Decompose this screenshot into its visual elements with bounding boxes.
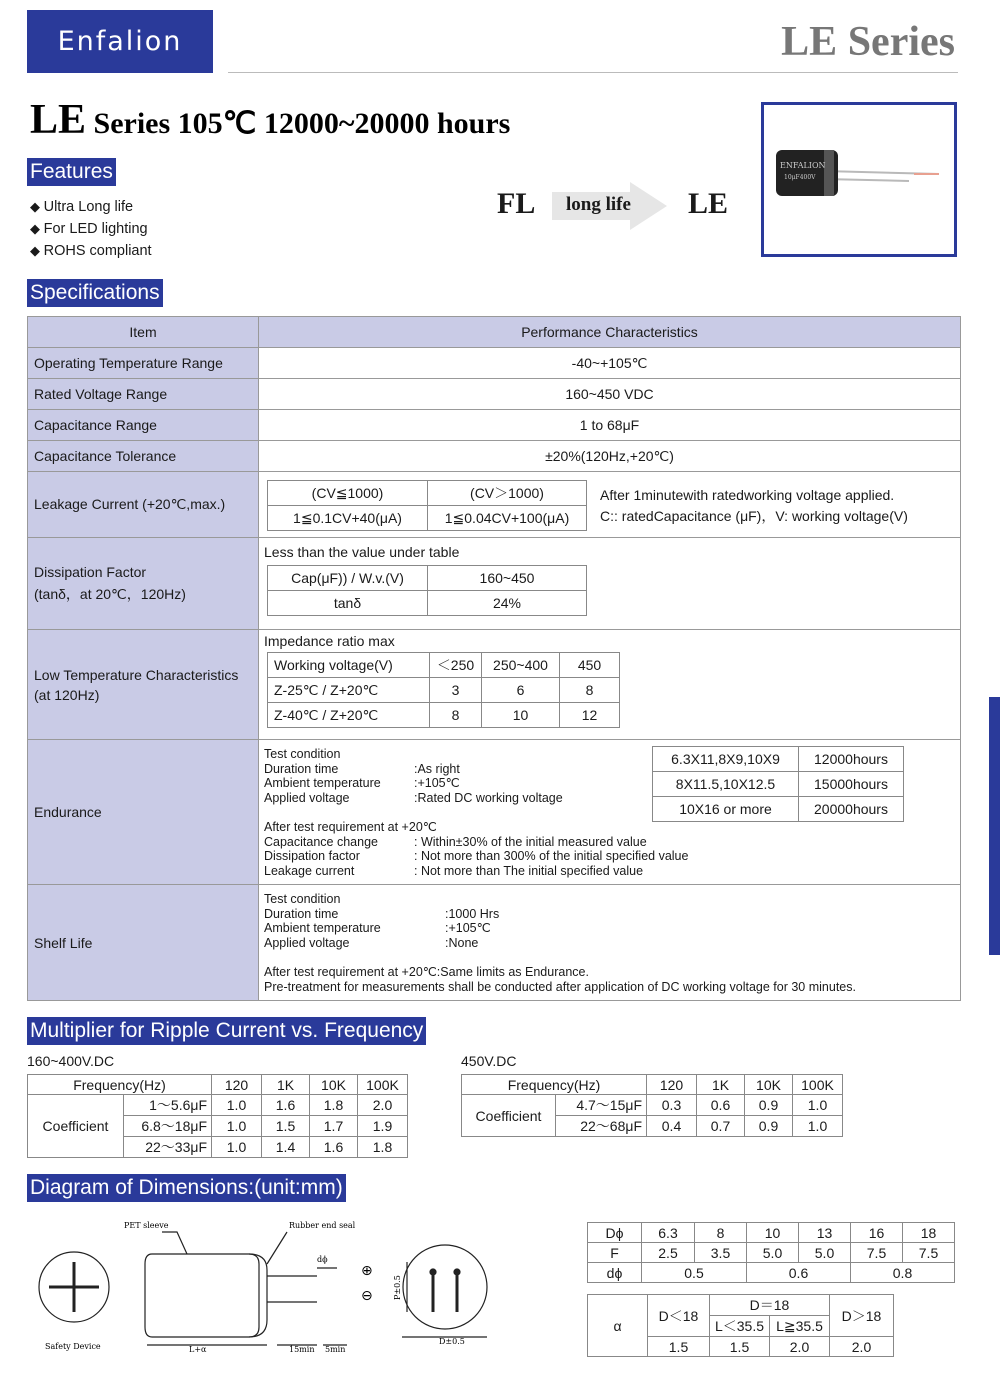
row-label [28, 538, 259, 630]
shelf-pre: Pre-treatment for measurements shall be conducted after application of DC working voltage for 30 minutes. [264, 979, 856, 994]
rip-val: 1.8 [358, 1137, 408, 1158]
shelf-l2: Ambient temperature [264, 921, 381, 936]
end-v3: :Rated DC working voltage [414, 791, 563, 806]
rip-col: 100K [358, 1075, 408, 1095]
df-r2: 24% [428, 591, 587, 616]
df-h2: 160~450 [428, 566, 587, 591]
lt-cell: Z-40℃ / Z+20℃ [268, 703, 430, 728]
leakage-cell [259, 472, 961, 538]
shelf-after: After test requirement at +20℃:Same limits as Endurance. [264, 964, 589, 979]
row-label: Leakage Current (+20℃,max.) [28, 472, 259, 538]
rip-col: 1K [697, 1075, 745, 1095]
lt-cell: 12 [560, 703, 620, 728]
dim-c: 6.3 [642, 1223, 695, 1243]
dim-c: 0.8 [851, 1263, 955, 1283]
col-item: Item [28, 317, 259, 348]
dim-c: 13 [799, 1223, 851, 1243]
end-after: After test requirement at +20℃ [264, 819, 437, 834]
features-list [30, 196, 152, 262]
upgrade-label: long life [566, 194, 631, 215]
rip-cap: 22～33μF [124, 1137, 212, 1158]
end-l4: Capacitance change [264, 834, 378, 849]
label-safety: Safety Device [45, 1342, 101, 1351]
lt-intro: Impedance ratio max [264, 633, 395, 649]
rip-val: 0.9 [745, 1116, 793, 1137]
dimension-table-2 [587, 1294, 894, 1357]
lt-cell: Z-25℃ / Z+20℃ [268, 678, 430, 703]
end-hours: 20000hours [799, 797, 904, 822]
label-15min: 15min [289, 1345, 315, 1354]
row-label: Shelf Life [28, 885, 259, 1001]
page-title [30, 96, 510, 144]
alpha-label: α [588, 1295, 648, 1357]
rip-coef: Coefficient [462, 1095, 556, 1137]
end-v1: :As right [414, 761, 460, 776]
dim-c: 18 [903, 1223, 955, 1243]
alpha-v: 1.5 [648, 1337, 710, 1357]
rip-val: 1.4 [262, 1137, 310, 1158]
rip-col: 1K [262, 1075, 310, 1095]
upgrade-to: LE [688, 187, 729, 220]
dim-c: 5.0 [747, 1243, 799, 1263]
shelf-tc: Test condition [264, 892, 341, 906]
rip-val: 0.9 [745, 1095, 793, 1116]
label-pet: PET sleeve [124, 1221, 169, 1230]
rip-val: 0.7 [697, 1116, 745, 1137]
rip-val: 1.9 [358, 1116, 408, 1137]
end-hours: 15000hours [799, 772, 904, 797]
rip-val: 2.0 [358, 1095, 408, 1116]
brand-logo: Enfalion [27, 10, 213, 73]
shelf-cell [259, 885, 961, 1001]
lt-label1: Low Temperature Characteristics [34, 666, 239, 683]
row-label: Capacitance Range [28, 410, 259, 441]
dim-h: Dϕ [588, 1223, 642, 1243]
rip-val: 1.0 [212, 1137, 262, 1158]
ripple-table-1 [27, 1074, 408, 1158]
specifications-table [27, 316, 961, 1001]
alpha-c1: D＜18 [648, 1295, 710, 1337]
label-la: L+α [189, 1345, 207, 1354]
rip-val: 0.6 [697, 1095, 745, 1116]
alpha-v: 2.0 [770, 1337, 830, 1357]
rip-val: 1.0 [793, 1116, 843, 1137]
rip-col: 120 [647, 1075, 697, 1095]
df-table [267, 565, 587, 616]
specifications-heading: Specifications [27, 279, 163, 307]
end-tc: Test condition [264, 747, 341, 761]
row-value: 160~450 VDC [259, 379, 961, 410]
lt-head: ＜250 [430, 653, 482, 678]
lt-cell: 8 [430, 703, 482, 728]
alpha-v: 1.5 [710, 1337, 770, 1357]
alpha-c2: D＝18 [710, 1295, 830, 1316]
dim-c: 16 [851, 1223, 903, 1243]
row-label: Rated Voltage Range [28, 379, 259, 410]
photo-marking: 10μF400V [784, 174, 816, 181]
lt-head: Working voltage(V) [268, 653, 430, 678]
rip-val: 1.6 [310, 1137, 358, 1158]
end-hours: 12000hours [799, 747, 904, 772]
end-v4: : Within±30% of the initial measured value [414, 834, 647, 849]
title-series: LE [30, 97, 87, 143]
df-intro: Less than the value under table [264, 544, 460, 560]
shelf-v3: :None [445, 936, 479, 951]
lowtemp-cell [259, 630, 961, 740]
dim-c: 10 [747, 1223, 799, 1243]
shelf-l1: Duration time [264, 906, 339, 921]
row-value: 1 to 68μF [259, 410, 961, 441]
dim-h: F [588, 1243, 642, 1263]
capacitor-image [764, 105, 954, 254]
df-r1: tanδ [268, 591, 428, 616]
leak-h1: (CV≦1000) [268, 481, 428, 506]
row-label: Operating Temperature Range [28, 348, 259, 379]
end-size: 10X16 or more [653, 797, 799, 822]
df-label1: Dissipation Factor [34, 563, 147, 580]
rip-col: 120 [212, 1075, 262, 1095]
lt-head: 450 [560, 653, 620, 678]
row-label: Capacitance Tolerance [28, 441, 259, 472]
df-h1: Cap(μF)) / W.v.(V) [268, 566, 428, 591]
dimension-table-1 [587, 1222, 955, 1283]
lt-cell: 3 [430, 678, 482, 703]
ripple-label-1: 160~400V.DC [27, 1053, 115, 1069]
rip-coef: Coefficient [28, 1095, 124, 1158]
series-header: LE Series [781, 19, 955, 65]
feature-item: ◆ Ultra Long life [30, 196, 152, 218]
features-heading: Features [27, 158, 116, 186]
rip-val: 1.7 [310, 1116, 358, 1137]
dimensions-heading: Diagram of Dimensions:(unit:mm) [27, 1174, 346, 1202]
minus-icon: ⊖ [361, 1288, 373, 1304]
rip-val: 1.0 [212, 1116, 262, 1137]
rip-col: 10K [310, 1075, 358, 1095]
upgrade-from: FL [497, 187, 536, 220]
col-perf: Performance Characteristics [259, 317, 961, 348]
dim-c: 2.5 [642, 1243, 695, 1263]
leakage-table [267, 480, 587, 531]
leak-v1: 1≦0.1CV+40(μA) [268, 506, 428, 531]
shelf-v1: :1000 Hrs [445, 906, 500, 921]
row-value: ±20%(120Hz,+20℃) [259, 441, 961, 472]
dim-c: 3.5 [695, 1243, 747, 1263]
leak-note2: C:: ratedCapacitance (μF)，V: working voltage(V) [600, 508, 908, 524]
capacitor-photo [761, 102, 957, 257]
end-v2: :+105℃ [414, 776, 460, 791]
lt-cell: 6 [482, 678, 560, 703]
endurance-cell [259, 740, 961, 885]
alpha-c2a: L＜35.5 [710, 1316, 770, 1337]
lt-head: 250~400 [482, 653, 560, 678]
rip-col: 10K [745, 1075, 793, 1095]
leak-h2: (CV＞1000) [428, 481, 587, 506]
dim-c: 7.5 [851, 1243, 903, 1263]
ripple-label-2: 450V.DC [461, 1053, 517, 1069]
label-d05: D±0.5 [439, 1337, 465, 1346]
rip-cap: 4.7～15μF [556, 1095, 647, 1116]
lt-cell: 10 [482, 703, 560, 728]
end-v5: : Not more than 300% of the initial specified value [414, 849, 689, 864]
alpha-c3: D＞18 [830, 1295, 894, 1337]
end-size: 8X11.5,10X12.5 [653, 772, 799, 797]
label-dphi: dϕ [317, 1255, 328, 1264]
leak-v2: 1≦0.04CV+100(μA) [428, 506, 587, 531]
row-label [28, 630, 259, 740]
lt-label2: (at 120Hz) [34, 686, 100, 703]
ripple-table-2 [461, 1074, 843, 1137]
plus-icon: ⊕ [361, 1263, 373, 1279]
end-l6: Leakage current [264, 863, 355, 878]
dimension-drawing [27, 1212, 557, 1362]
header-divider [228, 72, 958, 73]
rip-val: 1.0 [212, 1095, 262, 1116]
label-p05: P±0.5 [393, 1275, 402, 1300]
dim-c: 0.5 [642, 1263, 747, 1283]
title-rest: Series 105℃ 12000~20000 hours [86, 107, 511, 140]
dim-c: 8 [695, 1223, 747, 1243]
rip-col: 100K [793, 1075, 843, 1095]
dim-c: 0.6 [747, 1263, 851, 1283]
end-l2: Ambient temperature [264, 776, 381, 791]
rip-cap: 6.8～18μF [124, 1116, 212, 1137]
leak-note1: After 1minutewith ratedworking voltage applied. [600, 487, 895, 503]
end-l1: Duration time [264, 761, 339, 776]
rip-val: 0.3 [647, 1095, 697, 1116]
lowtemp-table [267, 652, 620, 728]
rip-val: 1.5 [262, 1116, 310, 1137]
shelf-l3: Applied voltage [264, 936, 350, 951]
shelf-v2: :+105℃ [445, 921, 491, 936]
side-tab [989, 697, 1000, 955]
dim-h: dϕ [588, 1263, 642, 1283]
dim-c: 7.5 [903, 1243, 955, 1263]
end-size: 6.3X11,8X9,10X9 [653, 747, 799, 772]
alpha-v: 2.0 [830, 1337, 894, 1357]
end-l5: Dissipation factor [264, 849, 360, 864]
rip-val: 1.8 [310, 1095, 358, 1116]
end-l3: Applied voltage [264, 791, 350, 806]
lt-cell: 8 [560, 678, 620, 703]
end-v6: : Not more than The initial specified value [414, 863, 644, 878]
rip-cap: 1～5.6μF [124, 1095, 212, 1116]
alpha-c2b: L≧35.5 [770, 1316, 830, 1337]
label-5min: 5min [325, 1345, 346, 1354]
rip-val: 0.4 [647, 1116, 697, 1137]
feature-item: ◆ ROHS compliant [30, 240, 152, 262]
df-cell [259, 538, 961, 630]
ripple-heading: Multiplier for Ripple Current vs. Frequency [27, 1017, 426, 1045]
dim-c: 5.0 [799, 1243, 851, 1263]
label-rubber: Rubber end seal [289, 1221, 356, 1230]
rip-cap: 22～68μF [556, 1116, 647, 1137]
df-label2: (tanδ，at 20℃，120Hz) [34, 585, 186, 602]
row-value: -40~+105℃ [259, 348, 961, 379]
photo-brand: ENFALION [780, 161, 826, 170]
row-label: Endurance [28, 740, 259, 885]
rip-val: 1.0 [793, 1095, 843, 1116]
rip-val: 1.6 [262, 1095, 310, 1116]
feature-item: ◆ For LED lighting [30, 218, 152, 240]
endurance-table [652, 746, 904, 822]
rip-freq: Frequency(Hz) [462, 1075, 647, 1095]
rip-freq: Frequency(Hz) [28, 1075, 212, 1095]
